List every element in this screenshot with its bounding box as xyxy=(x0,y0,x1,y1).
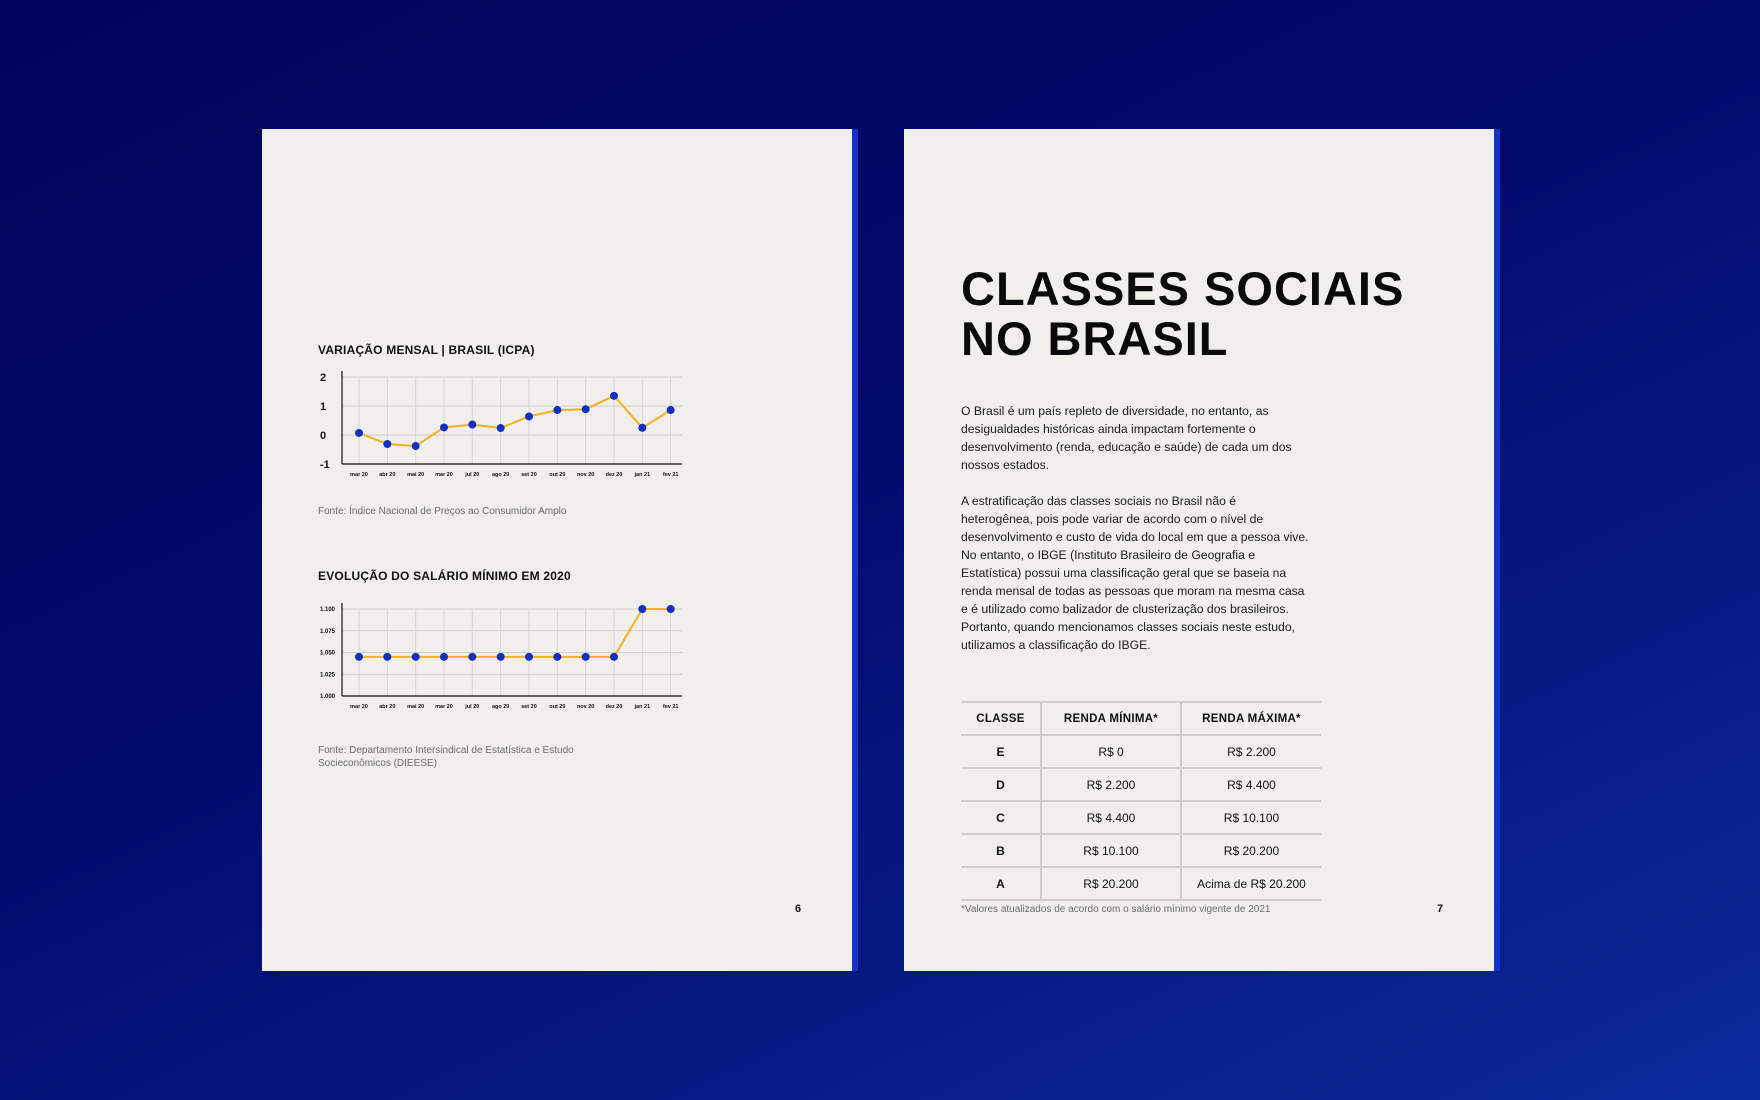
x-tick-label: out 20 xyxy=(549,704,566,710)
page-number: 6 xyxy=(795,903,802,915)
data-point xyxy=(468,653,476,661)
x-tick-label: ago 20 xyxy=(491,704,510,710)
table-row xyxy=(961,801,1321,834)
x-tick-label: dez 20 xyxy=(605,472,623,478)
x-tick-label: nov 20 xyxy=(576,472,595,478)
y-tick-label: 1.000 xyxy=(320,694,336,701)
table-header-row xyxy=(961,702,1321,735)
table-cell: R$ 20.200 xyxy=(1041,867,1181,900)
x-tick-label: set 20 xyxy=(521,472,537,478)
data-point xyxy=(497,653,505,661)
page-title xyxy=(961,264,1481,364)
table-cell: R$ 10.100 xyxy=(1041,834,1181,867)
x-tick-label: set 20 xyxy=(521,704,537,710)
minimum-wage-line-chart xyxy=(318,601,688,713)
intro-paragraph: O Brasil é um país repleto de diversidade, no entanto, as desigualdades históricas ainda impactam fortemente o desenvolvimento (renda, educação e saúde) de cada um dos nossos estados. xyxy=(961,404,1292,472)
table-cell: R$ 2.200 xyxy=(1041,768,1181,801)
table-cell: R$ 20.200 xyxy=(1181,834,1321,867)
x-tick-label: jul 20 xyxy=(465,472,480,478)
y-tick-label: 1.075 xyxy=(320,628,336,635)
table-header: RENDA MÁXIMA* xyxy=(1181,702,1321,735)
table-cell: R$ 2.200 xyxy=(1181,735,1321,768)
x-tick-label: mar 20 xyxy=(350,704,368,710)
data-point xyxy=(582,405,590,413)
data-point xyxy=(355,429,363,437)
chart-source: Fonte: Índice Nacional de Preços ao Consumidor Amplo xyxy=(318,506,567,517)
data-point xyxy=(525,412,533,420)
x-tick-label: mar 20 xyxy=(435,704,453,710)
y-tick-label: -1 xyxy=(320,458,330,471)
data-point xyxy=(497,424,505,432)
table-cell: D xyxy=(961,768,1041,801)
x-tick-label: nov 20 xyxy=(576,704,595,710)
data-point xyxy=(610,653,618,661)
chart-title: EVOLUÇÃO DO SALÁRIO MÍNIMO EM 2020 xyxy=(318,569,571,583)
y-tick-label: 0 xyxy=(320,429,327,442)
data-point xyxy=(582,653,590,661)
data-point xyxy=(468,421,476,429)
data-point xyxy=(440,653,448,661)
table-cell: C xyxy=(961,801,1041,834)
data-point xyxy=(383,440,391,448)
data-point xyxy=(667,605,675,613)
x-tick-label: ago 20 xyxy=(491,472,510,478)
right-page xyxy=(904,129,1494,971)
series-line xyxy=(359,396,671,446)
table-row xyxy=(961,735,1321,768)
page-title-line: NO BRASIL xyxy=(961,312,1229,365)
social-class-table xyxy=(961,701,1321,901)
body-paragraph: A estratificação das classes sociais no Brasil não é heterogênea, pois pode variar de acordo com o nível de desenvolvimento e custo de vida do local em que a pessoa vive. No entanto, o IBGE (Instituto Brasileiro de Geografia e Estatística) possui uma classificação geral que se baseia na renda mensal de todas as pessoas que moram na mesma casa e é utilizado como balizador de clusterização dos brasileiros. Portanto, quando mencionamos classes sociais neste estudo, utilizamos a classificação do IBGE. xyxy=(961,494,1309,652)
table-cell: R$ 0 xyxy=(1041,735,1181,768)
table-cell: E xyxy=(961,735,1041,768)
y-tick-label: 2 xyxy=(320,371,327,384)
x-tick-label: abr 20 xyxy=(379,472,396,478)
data-point xyxy=(440,423,448,431)
table-cell: R$ 4.400 xyxy=(1181,768,1321,801)
table-row xyxy=(961,768,1321,801)
chart-title: VARIAÇÃO MENSAL | BRASIL (ICPA) xyxy=(318,343,535,357)
data-point xyxy=(412,442,420,450)
data-point xyxy=(525,653,533,661)
table-cell: A xyxy=(961,867,1041,900)
table-cell: B xyxy=(961,834,1041,867)
x-tick-label: mai 20 xyxy=(407,472,425,478)
data-point xyxy=(667,406,675,414)
table-row xyxy=(961,834,1321,867)
x-tick-label: dez 20 xyxy=(605,704,623,710)
page-number: 7 xyxy=(1437,903,1444,915)
chart-source: Fonte: Departamento Intersindical de Estatística e Estudo Socieconômicos (DIEESE) xyxy=(318,745,574,769)
x-tick-label: jan 21 xyxy=(634,472,651,478)
y-tick-label: 1.050 xyxy=(320,650,336,657)
left-page xyxy=(262,129,852,971)
table-row xyxy=(961,867,1321,900)
x-tick-label: fev 21 xyxy=(662,472,679,478)
table-cell: Acima de R$ 20.200 xyxy=(1181,867,1321,900)
x-tick-label: fev 21 xyxy=(662,704,679,710)
y-tick-label: 1.100 xyxy=(320,607,336,614)
x-tick-label: jul 20 xyxy=(465,704,480,710)
x-tick-label: mar 20 xyxy=(435,472,453,478)
x-tick-label: abr 20 xyxy=(379,704,396,710)
page-title-line: CLASSES SOCIAIS xyxy=(961,262,1405,315)
data-point xyxy=(638,605,646,613)
data-point xyxy=(610,392,618,400)
data-point xyxy=(638,424,646,432)
x-tick-label: mai 20 xyxy=(407,704,425,710)
data-point xyxy=(553,653,561,661)
table-cell: R$ 4.400 xyxy=(1041,801,1181,834)
table-cell: R$ 10.100 xyxy=(1181,801,1321,834)
icpa-line-chart xyxy=(318,369,688,481)
y-tick-label: 1 xyxy=(320,400,327,413)
x-tick-label: out 20 xyxy=(549,472,566,478)
table-footnote: *Valores atualizados de acordo com o salário mínimo vigente de 2021 xyxy=(961,904,1271,915)
y-tick-label: 1.025 xyxy=(320,672,336,679)
series-line xyxy=(359,609,671,657)
data-point xyxy=(553,406,561,414)
x-tick-label: mar 20 xyxy=(350,472,368,478)
data-point xyxy=(355,653,363,661)
x-tick-label: jan 21 xyxy=(634,704,651,710)
data-point xyxy=(412,653,420,661)
table-header: RENDA MÍNIMA* xyxy=(1041,702,1181,735)
data-point xyxy=(383,653,391,661)
table-header: CLASSE xyxy=(961,702,1041,735)
